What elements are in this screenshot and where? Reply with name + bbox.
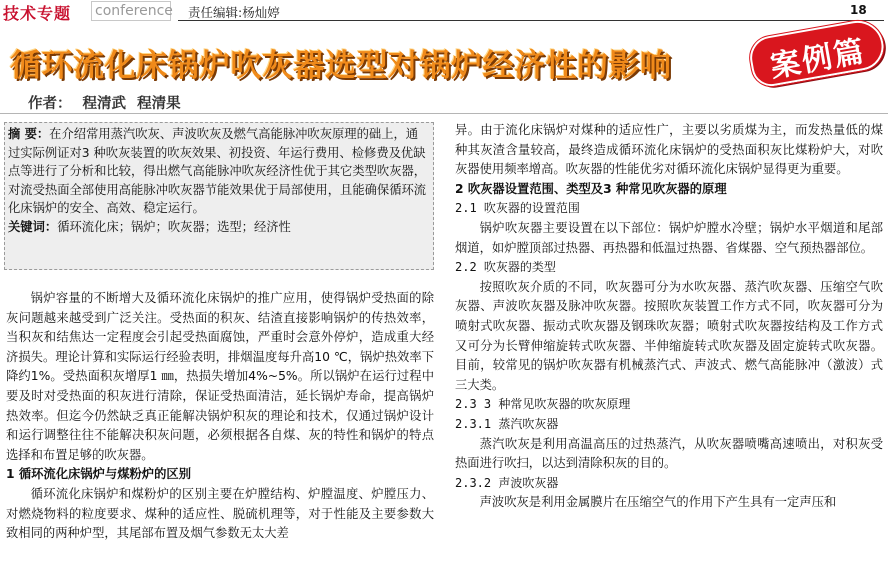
section2-heading: 2 吹灰器设置范围、类型及3 种常见吹灰器的原理 — [455, 181, 727, 196]
page-number: 18 — [850, 3, 867, 17]
section1-heading: 1 循环流化床锅炉与煤粉炉的区别 — [6, 467, 191, 482]
keywords-text: 循环流化床；锅炉；吹灰器；选型；经济性 — [57, 219, 291, 234]
left-column — [6, 289, 434, 544]
abstract-box — [4, 122, 434, 270]
section2-3-1-heading: 2.3.1 蒸汽吹灰器 — [455, 416, 559, 431]
section2-3-2-heading: 2.3.2 声波吹灰器 — [455, 475, 559, 490]
authors: 作者： 程清武 程清果 — [28, 96, 181, 112]
case-badge-label: 案例篇 — [767, 33, 869, 85]
intro-paragraph: 锅炉容量的不断增大及循环流化床锅炉的推广应用，使得锅炉受热面的除灰问题越来越受到广泛关注。受热面的积灰、结渣直接影响锅炉的传热效率，当积灰和结焦达一定程度会引起受热面腐蚀，严重时会意外停炉，造成重大经济损失。理论计算和实际运行经验表明，排烟温度每升高10 ℃，锅炉热效率下降约1%。受热面积灰增厚1 ㎜，热损失增加4%~5%。所以锅炉在运行过程中要及时对受热面的积灰进行清除，保证受热面清洁，延长锅炉寿命，提高锅炉热效率。但迄今仍然缺乏真正能解决锅炉积灰的理论和技术，仅通过锅炉设计和运行调整往往不能解决积灰问题，必须根据各自煤、灰的特性和锅炉的特点选择和布置足够的吹灰器。 — [6, 291, 434, 462]
page-header — [0, 0, 888, 22]
section-tag: 技术专题 — [3, 4, 72, 23]
abstract-label: 摘 要： — [8, 127, 50, 141]
keywords-label: 关键词： — [8, 219, 58, 234]
section2-2-heading: 2.2 吹灰器的类型 — [455, 260, 556, 275]
conference-label: conference — [91, 1, 171, 21]
keywords-line — [8, 218, 430, 237]
article-title: 循环流化床锅炉吹灰器选型对锅炉经济性的影响 — [10, 48, 672, 84]
editor-credit: 责任编辑:杨灿婷 — [188, 5, 280, 20]
section2-3-1-paragraph: 蒸汽吹灰是利用高温高压的过热蒸汽，从吹灰器喷嘴高速喷出，对积灰受热面进行吹扫，以达到清除积灰的目的。 — [455, 436, 883, 471]
section2-1-paragraph: 锅炉吹灰器主要设置在以下部位：锅炉炉膛水冷壁；锅炉水平烟道和尾部烟道，如炉膛顶部过热器、再热器和低温过热器、省煤器、空气预热器部位。 — [455, 220, 883, 255]
abstract-paragraph — [8, 125, 430, 218]
section2-2-paragraph: 按照吹灰介质的不同，吹灰器可分为水吹灰器、蒸汽吹灰器、压缩空气吹灰器、声波吹灰器及脉冲吹灰器。按照吹灰装置工作方式不同，吹灰器可分为喷射式吹灰器、振动式吹灰器及钢珠吹灰器；喷射式吹灰器按结构及工作方式又可分为长臂伸缩旋转式吹灰器、半伸缩旋转式吹灰器及固定旋转式吹灰器。目前，较常见的锅炉吹灰器有机械蒸汽式、声波式、燃气高能脉冲（激波）式三大类。 — [455, 279, 883, 392]
header-rule — [178, 20, 884, 21]
section2-3-heading: 2.3 3 种常见吹灰器的吹灰原理 — [455, 397, 631, 412]
section2-1-heading: 2.1 吹灰器的设置范围 — [455, 201, 580, 216]
authors-rule — [0, 113, 888, 114]
section2-3-2-paragraph: 声波吹灰是利用金属膜片在压缩空气的作用下产生具有一定声压和 — [479, 495, 837, 510]
section1-paragraph: 循环流化床锅炉和煤粉炉的区别主要在炉膛结构、炉膛温度、炉膛压力、对燃烧物料的粒度要求、煤种的适应性、脱硫机理等，对于性能及主要参数大致相同的两种炉型，其尾部布置及烟气参数无太大差 — [6, 486, 434, 541]
continuation-paragraph: 异。由于流化床锅炉对煤种的适应性广，主要以劣质煤为主，而发热量低的煤种其灰渣含量较高，最终造成循环流化床锅炉的受热面积灰比煤粉炉大，对吹灰器使用频率增高。吹灰器的性能优劣对循环流化床锅炉显得更为重要。 — [455, 123, 883, 177]
abstract-text: 在介绍常用蒸汽吹灰、声波吹灰及燃气高能脉冲吹灰原理的础上，通过实际例证对3 种吹灰装置的吹灰效果、初投资、年运行费用、检修费及优缺点等进行了分析和比较，得出燃气高能脉冲吹灰经济性优于其它类型吹灰器，对流受热面全部使用高能脉冲吹灰器节能效果优于局部使用，且能确保循环流化床锅炉的安全、高效、稳定运行。 — [8, 127, 427, 215]
right-column — [455, 121, 883, 513]
case-badge — [747, 17, 888, 90]
